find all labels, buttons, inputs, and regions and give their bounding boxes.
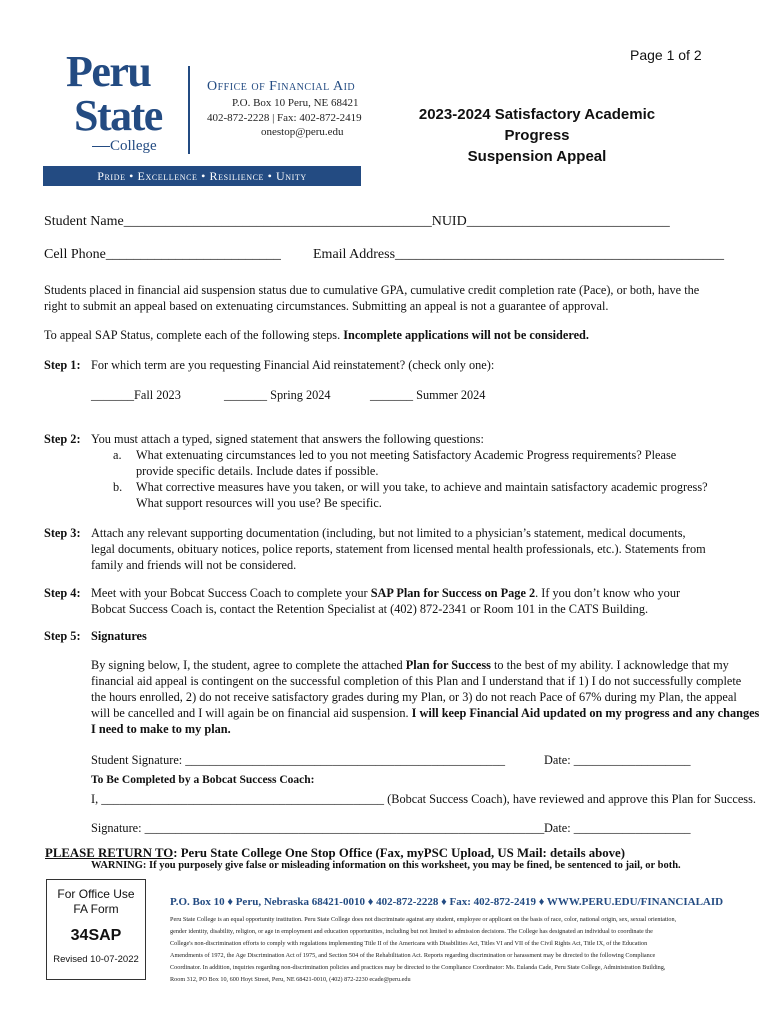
coach-approval-line[interactable] — [91, 791, 756, 807]
step4-line1-post: . If you don’t know who your — [535, 586, 681, 600]
eeo-line5: Coordinator. In addition, inquiries regarding non-discrimination policies and practices may be directed to the Compliance Coordinator: Ms. Eulanda Cade, Peru State College, Administration Building, — [170, 964, 666, 971]
form-title-line1: 2023-2024 Satisfactory Academic Progress — [418, 106, 656, 144]
form-title — [395, 104, 679, 167]
step1-label: Step 1: — [44, 358, 81, 372]
intro-line2: right to submit an appeal based on extenuating circumstances. Submitting an appeal is not a guarantee of approval. — [44, 299, 609, 313]
student-name-nuid-field[interactable]: Student Name____________________________________________NUID_____________________________ — [44, 214, 670, 229]
step4-line1-pre: Meet with your Bobcat Success Coach to complete your — [91, 586, 371, 600]
office-title: Office of Financial Aid — [207, 79, 356, 94]
eeo-line2: gender identity, disability, religion, or age in employment and education opportunities, including but not limited to admission decisions. The College has designated an individual to coordinate the — [170, 928, 653, 935]
logo-state: State — [74, 91, 162, 140]
step5-line1-post: to the best of my ability. I acknowledge that my — [490, 658, 729, 672]
step1-text: For which term are you requesting Financial Aid reinstatement? (check only one): — [91, 358, 495, 372]
step5-line5 — [91, 721, 231, 737]
footer-address: P.O. Box 10 ♦ Peru, Nebraska 68421-0010 ♦ 402-872-2228 ♦ Fax: 402-872-2419 ♦ WWW.PERU.EDU/FINANCIALAID — [170, 896, 724, 908]
term-spring-2024[interactable]: _______ Spring 2024 — [224, 388, 331, 402]
step2-a-line2: provide specific details. Include dates if possible. — [136, 464, 379, 478]
step2-b-line2: What support resources will you use? Be specific. — [136, 496, 382, 510]
step4-line2: Bobcat Success Coach is, contact the Retention Specialist at (402) 872-2341 or Room 101 in the CATS Building. — [91, 602, 649, 616]
return-to — [45, 846, 625, 861]
office-use-line2: FA Form — [73, 902, 119, 916]
coach-name-field[interactable]: I, ______________________________________________ — [91, 792, 385, 806]
step5-line1 — [91, 657, 729, 673]
email-address-field[interactable]: Email Address_______________________________________________ — [313, 247, 725, 262]
warning-text: WARNING: If you purposely give false or misleading information on this worksheet, you may be fined, be sentenced to jail, or both. — [91, 860, 681, 871]
form-title-line2: Suspension Appeal — [467, 148, 607, 165]
office-use-box — [46, 879, 146, 980]
step5-heading: Signatures — [91, 629, 147, 643]
eeo-line6: Room 312, PO Box 10, 600 Hoyt Street, Peru, NE 68421-0010, (402) 872-2230 ecade@peru.edu — [170, 976, 411, 983]
step2-a-marker: a. — [113, 448, 122, 462]
step5-plan-bold: Plan for Success — [405, 658, 491, 672]
step2-b-line1: What corrective measures have you taken, or will you take, to achieve and maintain satisfactory academic progress? — [136, 480, 708, 494]
form-number: 34SAP — [70, 927, 122, 944]
coach-date-field[interactable]: Date: ___________________ — [544, 821, 691, 835]
step2-text: You must attach a typed, signed statement that answers the following questions: — [91, 432, 484, 446]
return-to-text: : Peru State College One Stop Office (Fax, myPSC Upload, US Mail: details above) — [173, 846, 626, 860]
revised-date: Revised 10-07-2022 — [53, 954, 139, 965]
step5-label: Step 5: — [44, 629, 81, 643]
step5-line4 — [91, 705, 759, 721]
step4-label: Step 4: — [44, 586, 81, 600]
step5-line5-bold: I need to make to my plan. — [91, 722, 231, 736]
step2-label: Step 2: — [44, 432, 81, 446]
step5-line4-bold: I will keep Financial Aid updated on my progress and any changes — [411, 706, 760, 720]
step5-line2: financial aid appeal is contingent on the successful completion of this Plan and I understand that if 1) I do not successfully complete — [91, 674, 742, 688]
eeo-line4: Amendments of 1972, the Age Discrimination Act of 1975, and Section 504 of the Rehabilitation Act. Reports regarding discrimination or harassment may be directed to the following Compliance — [170, 952, 656, 959]
intro-line1: Students placed in financial aid suspension status due to cumulative GPA, cumulative credit completion rate (Pace), or both, have the — [44, 283, 700, 297]
step3-line2: legal documents, obituary notices, police reports, statement from licensed mental health professionals, etc.). Statements from — [91, 542, 706, 556]
eeo-line1: Peru State College is an equal opportunity institution. Peru State College does not discriminate against any student, employee or applicant on the basis of race, color, national origin, sex, sexual orientation, — [170, 916, 677, 923]
coach-section-heading: To Be Completed by a Bobcat Success Coach: — [91, 774, 315, 786]
office-use-line1: For Office Use — [57, 887, 135, 901]
intro-instructions — [44, 327, 589, 343]
office-address: P.O. Box 10 Peru, NE 68421 — [232, 97, 359, 109]
logo-divider — [92, 146, 110, 147]
motto-banner: Pride • Excellence • Resilience • Unity — [43, 166, 361, 186]
step4-line1 — [91, 585, 680, 601]
eeo-line3: College's non-discrimination efforts to comply with regulations implementing Title II of the Americans with Disabilities Act, Titles VI and VII of the Civil Rights Act, Title IX, of the Education — [170, 940, 648, 947]
office-email: onestop@peru.edu — [261, 126, 344, 138]
coach-approval-text: (Bobcat Success Coach), have reviewed and approve this Plan for Success. — [384, 792, 756, 806]
intro-instructions-text: To appeal SAP Status, complete each of the following steps. — [44, 328, 344, 342]
step3-line3: family and friends will not be considered. — [91, 558, 297, 572]
term-summer-2024[interactable]: _______ Summer 2024 — [370, 388, 486, 402]
intro-warning: Incomplete applications will not be considered. — [343, 328, 589, 342]
step4-plan-reference: SAP Plan for Success on Page 2 — [370, 586, 536, 600]
step2-a-line1: What extenuating circumstances led to you not meeting Satisfactory Academic Progress requirements? Please — [136, 448, 677, 462]
office-phone-fax: 402-872-2228 | Fax: 402-872-2419 — [207, 112, 362, 124]
cell-phone-field[interactable]: Cell Phone_________________________ — [44, 247, 281, 262]
logo-college: College — [110, 138, 157, 154]
step5-line3: the hours enrolled, 2) do not receive satisfactory grades during my Plan, or 3) do not reach Pace of 67% during my Plan, the appeal — [91, 690, 737, 704]
coach-signature-field[interactable]: Signature: _________________________________________________________________ — [91, 821, 545, 835]
term-fall-2023[interactable]: _______Fall 2023 — [91, 388, 181, 402]
student-signature-field[interactable]: Student Signature: ____________________________________________________ — [91, 753, 505, 767]
page-number: Page 1 of 2 — [630, 47, 702, 63]
step3-label: Step 3: — [44, 526, 81, 540]
step2-b-marker: b. — [113, 480, 123, 494]
student-date-field[interactable]: Date: ___________________ — [544, 753, 691, 767]
header-divider — [188, 66, 190, 154]
return-to-label: PLEASE RETURN TO — [45, 846, 174, 860]
step3-line1: Attach any relevant supporting documentation (including, but not limited to a physician’s statement, medical documents, — [91, 526, 686, 540]
logo-peru: Peru — [66, 47, 151, 96]
step5-line4-pre: will be cancelled and I will again be on financial aid suspension. — [91, 706, 412, 720]
step5-line1-pre: By signing below, I, the student, agree to complete the attached — [91, 658, 406, 672]
